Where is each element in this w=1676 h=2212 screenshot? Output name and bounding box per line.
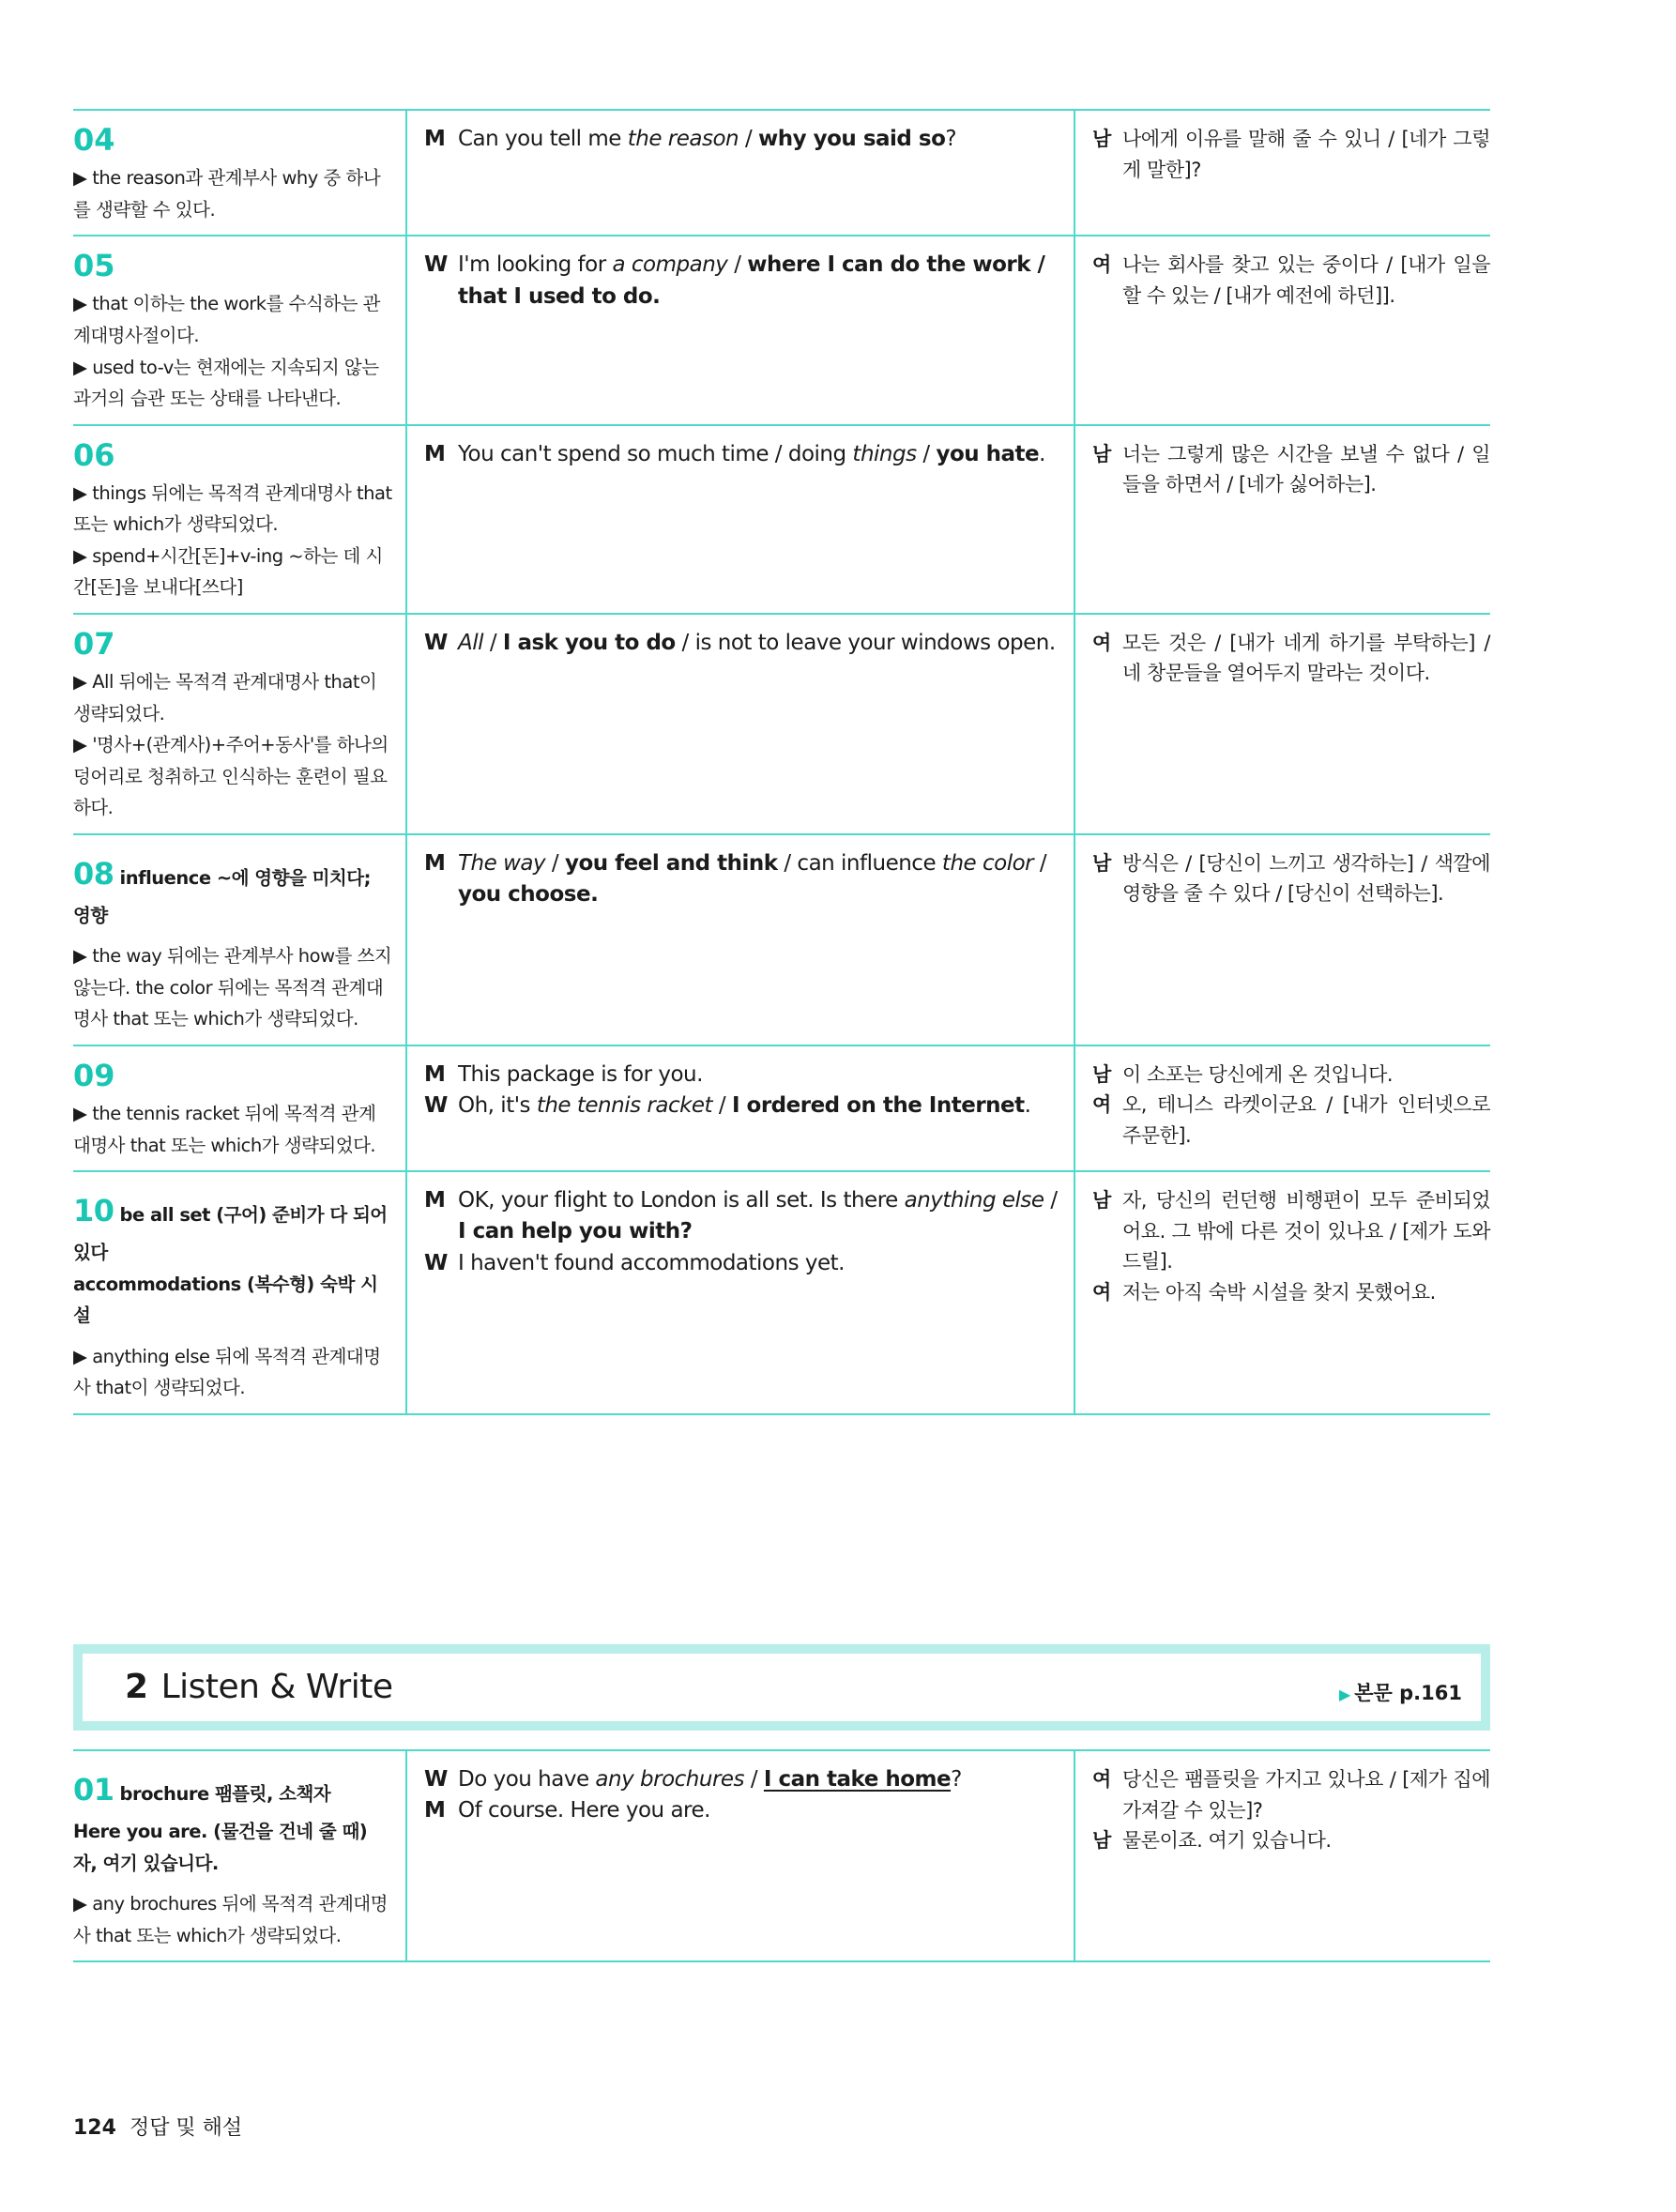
- question-number: 10: [73, 1193, 114, 1229]
- speaker-label: W: [424, 1250, 448, 1275]
- notes-cell: [73, 834, 406, 1045]
- speaker-label: M: [424, 127, 446, 151]
- grammar-note: ▶ the way 뒤에는 관계부사 how를 쓰지 않는다. the color 뒤에는 목적격 관계대명사 that 또는 which가 생략되었다.: [73, 945, 392, 1030]
- script-text: All / I ask you to do / is not to leave your windows open.: [458, 630, 1056, 655]
- korean-translation-cell: [1074, 834, 1490, 1045]
- speaker-label: 남: [1092, 1829, 1111, 1853]
- vocab-text: Here you are. (물건을 건네 줄 때) 자, 여기 있습니다.: [73, 1821, 368, 1874]
- translation-line: [1092, 1185, 1490, 1277]
- speaker-label: 여: [1092, 631, 1111, 654]
- vocab-line: [73, 1185, 392, 1269]
- section-header: [73, 1644, 1490, 1731]
- notes-cell: [73, 425, 406, 614]
- translation-text: 나에게 이유를 말해 줄 수 있니 / [네가 그렇게 말한]?: [1122, 128, 1490, 181]
- speaker-label: 여: [1092, 1280, 1111, 1304]
- question-number: 08: [73, 855, 114, 892]
- english-script-cell: [406, 614, 1074, 834]
- speaker-label: 여: [1092, 1093, 1111, 1117]
- korean-translation-cell: [1074, 425, 1490, 614]
- translation-line: [1092, 628, 1490, 689]
- script-line: [424, 1091, 1059, 1121]
- speaker-label: 남: [1092, 1189, 1111, 1213]
- notes-cell: [73, 110, 406, 236]
- vocab-line: [73, 1764, 392, 1816]
- speaker-label: W: [424, 1093, 448, 1119]
- english-script-cell: [406, 1045, 1074, 1171]
- question-number: 09: [73, 1057, 115, 1093]
- english-script-cell: [406, 834, 1074, 1045]
- vocab-text: be all set (구어) 준비가 다 되어 있다: [73, 1204, 388, 1264]
- script-line: [424, 848, 1059, 911]
- translation-text: 이 소포는 당신에게 온 것입니다.: [1122, 1062, 1394, 1086]
- vocab-text: accommodations (복수형) 숙박 시설: [73, 1273, 378, 1327]
- english-script-cell: [406, 236, 1074, 424]
- translation-text: 방식은 / [당신이 느끼고 생각하는] / 색깔에 영향을 줄 수 있다 / [당신이 선택하는].: [1122, 851, 1490, 906]
- question-row: [73, 1750, 1490, 1961]
- question-number: 04: [73, 122, 115, 158]
- translation-text: 물론이죠. 여기 있습니다.: [1122, 1829, 1332, 1853]
- speaker-label: M: [424, 1798, 446, 1823]
- speaker-label: M: [424, 1188, 446, 1213]
- script-text: Can you tell me the reason / why you said so?: [458, 127, 957, 151]
- script-line: [424, 250, 1059, 313]
- question-row: [73, 236, 1490, 424]
- qa-table-section-2: [73, 1749, 1490, 1962]
- notes-cell: [73, 1045, 406, 1171]
- translation-text: 모든 것은 / [내가 네게 하기를 부탁하는] / 네 창문들을 열어두지 말라는 것이다.: [1122, 631, 1490, 685]
- speaker-label: 남: [1092, 851, 1111, 875]
- notes-cell: [73, 236, 406, 424]
- notes-cell: [73, 614, 406, 834]
- script-line: [424, 1795, 1059, 1826]
- question-number: 05: [73, 248, 115, 284]
- footer-label: 정답 및 해설: [129, 2116, 243, 2140]
- translation-line: [1092, 439, 1490, 500]
- korean-translation-cell: [1074, 236, 1490, 424]
- question-row: [73, 614, 1490, 834]
- grammar-note: ▶ the tennis racket 뒤에 목적격 관계대명사 that 또는 which가 생략되었다.: [73, 1103, 376, 1156]
- qa-table-section-1: [73, 109, 1490, 1415]
- question-number: 07: [73, 625, 115, 662]
- question-number: 01: [73, 1772, 114, 1808]
- speaker-label: W: [424, 252, 448, 278]
- script-line: [424, 1764, 1059, 1795]
- notes-cell: [73, 1750, 406, 1961]
- grammar-note: ▶ the reason과 관계부사 why 중 하나를 생략할 수 있다.: [73, 167, 381, 221]
- translation-line: [1092, 1825, 1490, 1856]
- ref-page: p.161: [1399, 1682, 1462, 1704]
- korean-translation-cell: [1074, 1750, 1490, 1961]
- translation-line: [1092, 124, 1490, 185]
- script-line: [424, 439, 1059, 470]
- english-script-cell: [406, 1750, 1074, 1961]
- script-text: You can't spend so much time / doing things / you hate.: [458, 441, 1045, 466]
- question-row: [73, 1045, 1490, 1171]
- question-row: [73, 110, 1490, 236]
- notes-cell: [73, 1171, 406, 1414]
- translation-text: 너는 그렇게 많은 시간을 보낼 수 없다 / 일들을 하면서 / [네가 싫어하는].: [1122, 442, 1490, 496]
- script-line: [424, 1185, 1059, 1248]
- script-text: The way / you feel and think / can influence the color / you choose.: [458, 850, 1047, 908]
- qa-table: [73, 1749, 1490, 1962]
- ref-label: 본문: [1354, 1682, 1393, 1704]
- question-row: [73, 425, 1490, 614]
- grammar-note: ▶ any brochures 뒤에 목적격 관계대명사 that 또는 which가 생략되었다.: [73, 1893, 388, 1946]
- script-text: Of course. Here you are.: [458, 1798, 710, 1823]
- triangle-icon: ▶: [1338, 1686, 1351, 1703]
- speaker-label: W: [424, 1767, 448, 1792]
- script-line: [424, 124, 1059, 155]
- translation-line: [1092, 1277, 1490, 1308]
- translation-text: 오, 테니스 라켓이군요 / [내가 인터넷으로 주문한].: [1122, 1093, 1490, 1147]
- vocab-line: [73, 848, 392, 932]
- grammar-note: ▶ All 뒤에는 목적격 관계대명사 that이 생략되었다.: [73, 671, 377, 725]
- grammar-note: ▶ spend+시간[돈]+v-ing ~하는 데 시간[돈]을 보내다[쓰다]: [73, 544, 383, 599]
- speaker-label: M: [424, 441, 446, 466]
- qa-table: [73, 109, 1490, 1415]
- translation-line: [1092, 250, 1490, 311]
- script-text: This package is for you.: [458, 1061, 703, 1087]
- speaker-label: W: [424, 630, 448, 655]
- translation-line: [1092, 848, 1490, 909]
- script-text: Do you have any brochures / I can take home?: [458, 1767, 962, 1792]
- vocab-text: brochure 팸플릿, 소책자: [119, 1783, 331, 1805]
- english-script-cell: [406, 1171, 1074, 1414]
- translation-text: 자, 당신의 런던행 비행편이 모두 준비되었어요. 그 밖에 다른 것이 있나요 / [제가 도와드릴].: [1122, 1189, 1490, 1274]
- vocab-line: [73, 1816, 392, 1879]
- translation-text: 나는 회사를 찾고 있는 중이다 / [내가 일을 할 수 있는 / [내가 예전에 하던]].: [1122, 253, 1490, 307]
- korean-translation-cell: [1074, 1045, 1490, 1171]
- translation-line: [1092, 1060, 1490, 1091]
- vocab-text: influence ~에 영향을 미치다; 영향: [73, 866, 371, 926]
- grammar-note: ▶ anything else 뒤에 목적격 관계대명사 that이 생략되었다.: [73, 1345, 381, 1399]
- page-reference: [1339, 1678, 1462, 1706]
- grammar-note: ▶ used to-v는 현재에는 지속되지 않는 과거의 습관 또는 상태를 나타낸다.: [73, 356, 379, 410]
- speaker-label: 여: [1092, 1768, 1111, 1791]
- speaker-label: 남: [1092, 1062, 1111, 1086]
- speaker-label: 남: [1092, 128, 1111, 150]
- page-footer: [73, 2112, 242, 2141]
- section-number: 2: [125, 1668, 148, 1706]
- grammar-note: ▶ that 이하는 the work를 수식하는 관계대명사절이다.: [73, 293, 381, 346]
- page-number: 124: [73, 2116, 116, 2140]
- script-text: Oh, it's the tennis racket / I ordered on the Internet.: [458, 1093, 1031, 1119]
- english-script-cell: [406, 110, 1074, 236]
- translation-text: 당신은 팸플릿을 가지고 있나요 / [제가 집에 가져갈 수 있는]?: [1122, 1768, 1490, 1822]
- script-text: I haven't found accommodations yet.: [458, 1250, 845, 1275]
- vocab-line: [73, 1269, 392, 1332]
- english-script-cell: [406, 425, 1074, 614]
- speaker-label: 여: [1092, 253, 1111, 277]
- section-title: [125, 1668, 392, 1706]
- translation-line: [1092, 1764, 1490, 1825]
- script-line: [424, 628, 1059, 659]
- translation-line: [1092, 1090, 1490, 1151]
- speaker-label: M: [424, 1061, 446, 1087]
- korean-translation-cell: [1074, 614, 1490, 834]
- grammar-note: ▶ '명사+(관계사)+주어+동사'를 하나의 덩어리로 청취하고 인식하는 훈련이 필요하다.: [73, 734, 389, 819]
- question-row: [73, 1171, 1490, 1414]
- script-line: [424, 1060, 1059, 1091]
- script-line: [424, 1248, 1059, 1279]
- korean-translation-cell: [1074, 110, 1490, 236]
- speaker-label: 남: [1092, 442, 1111, 465]
- question-row: [73, 834, 1490, 1045]
- script-text: I'm looking for a company / where I can do the work / that I used to do.: [458, 252, 1045, 309]
- question-number: 06: [73, 436, 115, 473]
- translation-text: 저는 아직 숙박 시설을 찾지 못했어요.: [1122, 1280, 1436, 1304]
- section-title-text: Listen & Write: [160, 1668, 393, 1706]
- grammar-note: ▶ things 뒤에는 목적격 관계대명사 that 또는 which가 생략되었다.: [73, 481, 392, 536]
- speaker-label: M: [424, 850, 446, 876]
- script-text: OK, your flight to London is all set. Is there anything else / I can help you with?: [458, 1188, 1058, 1244]
- korean-translation-cell: [1074, 1171, 1490, 1414]
